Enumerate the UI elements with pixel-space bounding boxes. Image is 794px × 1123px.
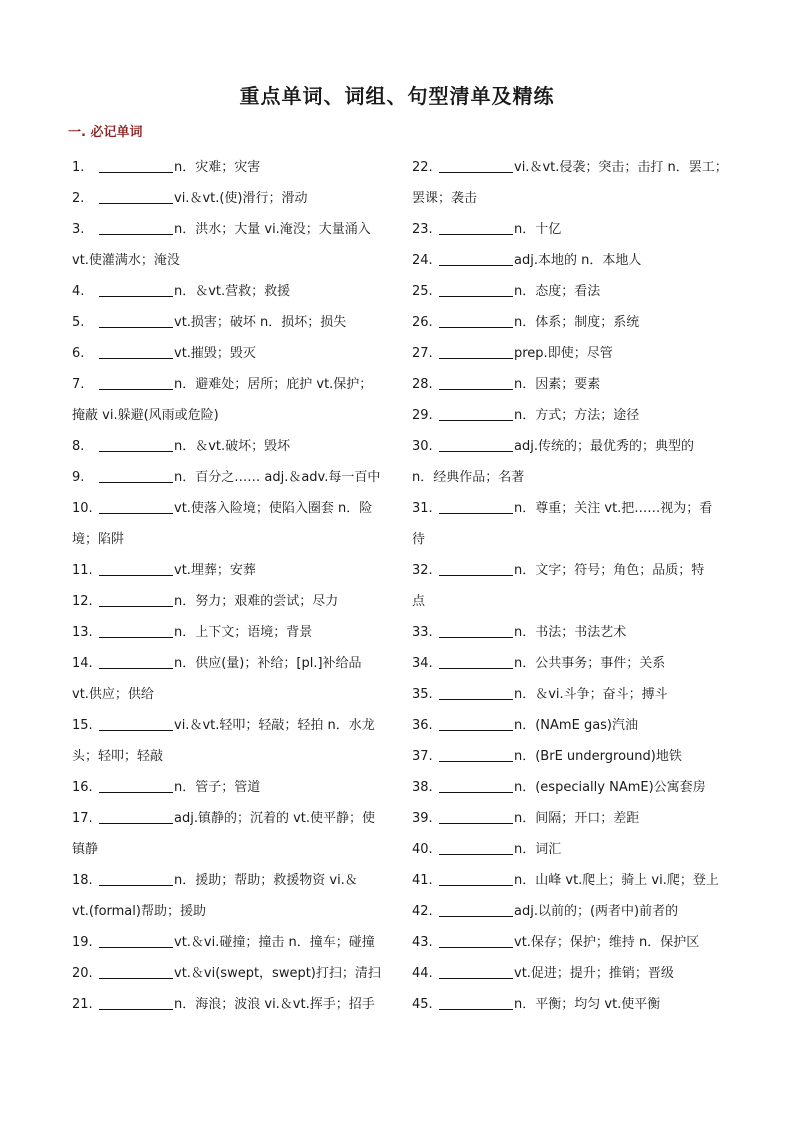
definition-text: adj.本地的 n．本地人 bbox=[514, 253, 642, 268]
vocab-item bbox=[412, 214, 728, 245]
item-definition bbox=[72, 958, 388, 989]
definition-text: n．态度；看法 bbox=[514, 284, 601, 299]
definition-continuation: 待 bbox=[412, 532, 426, 547]
answer-blank[interactable] bbox=[99, 779, 173, 793]
item-definition bbox=[412, 741, 728, 772]
definition-text: n．＆vi.斗争；奋斗；搏斗 bbox=[514, 687, 668, 702]
item-definition bbox=[412, 338, 728, 369]
item-definition bbox=[72, 307, 388, 338]
item-number: 6. bbox=[72, 346, 85, 361]
vocab-item bbox=[72, 989, 388, 1020]
item-definition bbox=[72, 927, 388, 958]
vocab-item bbox=[412, 555, 728, 617]
item-definition bbox=[72, 710, 388, 772]
item-definition bbox=[412, 834, 728, 865]
definition-text: n．间隔；开口；差距 bbox=[514, 811, 640, 826]
definition-text: vt.埋葬；安葬 bbox=[174, 563, 256, 578]
definition-text: vi.＆vt.轻叩；轻敲；轻拍 n．水龙 bbox=[174, 718, 375, 733]
item-definition bbox=[72, 338, 388, 369]
vocab-item bbox=[412, 803, 728, 834]
answer-blank[interactable] bbox=[439, 252, 513, 266]
item-number: 28. bbox=[412, 377, 433, 392]
item-definition bbox=[412, 369, 728, 400]
item-definition bbox=[412, 214, 728, 245]
word-list-left bbox=[72, 152, 388, 1020]
definition-text: adj.以前的；(两者中)前者的 bbox=[514, 904, 679, 919]
answer-blank[interactable] bbox=[439, 624, 513, 638]
answer-blank[interactable] bbox=[439, 283, 513, 297]
item-definition bbox=[72, 803, 388, 865]
answer-blank[interactable] bbox=[99, 345, 173, 359]
definition-text: n．公共事务；事件；关系 bbox=[514, 656, 666, 671]
definition-text: n．管子；管道 bbox=[174, 780, 261, 795]
vocab-item bbox=[412, 741, 728, 772]
item-number: 26. bbox=[412, 315, 433, 330]
vocab-item bbox=[72, 338, 388, 369]
definition-text: n．(especially NAmE)公寓套房 bbox=[514, 780, 706, 795]
vocab-item bbox=[412, 896, 728, 927]
item-definition bbox=[72, 586, 388, 617]
definition-text: vt.＆vi(swept，swept)打扫；清扫 bbox=[174, 966, 381, 981]
item-number: 27. bbox=[412, 346, 433, 361]
definition-text: n．供应(量)；补给；[pl.]补给品 bbox=[174, 656, 362, 671]
answer-blank[interactable] bbox=[439, 810, 513, 824]
vocab-item bbox=[72, 927, 388, 958]
vocab-item bbox=[412, 245, 728, 276]
definition-text: n．洪水；大量 vi.淹没；大量涌入 bbox=[174, 222, 371, 237]
answer-blank[interactable] bbox=[439, 314, 513, 328]
definition-text: adj.镇静的；沉着的 vt.使平静；使 bbox=[174, 811, 376, 826]
vocab-item bbox=[72, 803, 388, 865]
definition-continuation: n．经典作品；名著 bbox=[412, 470, 525, 485]
item-number: 1. bbox=[72, 160, 85, 175]
item-number: 25. bbox=[412, 284, 433, 299]
definition-text: n．援助；帮助；救援物资 vi.＆ bbox=[174, 873, 358, 888]
definition-text: n．(BrE underground)地铁 bbox=[514, 749, 682, 764]
answer-blank[interactable] bbox=[99, 934, 173, 948]
vocab-item bbox=[72, 214, 388, 276]
answer-blank[interactable] bbox=[99, 283, 173, 297]
answer-blank[interactable] bbox=[439, 996, 513, 1010]
vocab-item bbox=[72, 431, 388, 462]
item-number: 36. bbox=[412, 718, 433, 733]
answer-blank[interactable] bbox=[439, 655, 513, 669]
item-definition bbox=[412, 896, 728, 927]
item-definition bbox=[412, 989, 728, 1020]
item-definition bbox=[412, 865, 728, 896]
vocab-item bbox=[72, 276, 388, 307]
definition-text: vt.损害；破坏 n．损坏；损失 bbox=[174, 315, 347, 330]
vocab-item bbox=[72, 772, 388, 803]
item-definition bbox=[412, 648, 728, 679]
item-number: 39. bbox=[412, 811, 433, 826]
answer-blank[interactable] bbox=[99, 190, 173, 204]
item-number: 15. bbox=[72, 718, 93, 733]
item-definition bbox=[72, 462, 388, 493]
page-title: 重点单词、词组、句型清单及精练 bbox=[239, 84, 555, 108]
item-definition bbox=[72, 772, 388, 803]
vocab-item bbox=[72, 865, 388, 927]
item-number: 22. bbox=[412, 160, 433, 175]
vocab-item bbox=[412, 276, 728, 307]
item-number: 9. bbox=[72, 470, 85, 485]
definition-text: vt.使落入险境；使陷入圈套 n．险 bbox=[174, 501, 373, 516]
definition-continuation: vt.使灌满水；淹没 bbox=[72, 253, 180, 268]
definition-text: n．避难处；居所；庇护 vt.保护； bbox=[174, 377, 373, 392]
definition-text: vi.＆vt.侵袭；突击；击打 n．罢工； bbox=[514, 160, 728, 175]
item-number: 42. bbox=[412, 904, 433, 919]
answer-blank[interactable] bbox=[439, 872, 513, 886]
vocab-item bbox=[412, 152, 728, 214]
definition-continuation: vt.(formal)帮助；援助 bbox=[72, 904, 206, 919]
answer-blank[interactable] bbox=[99, 314, 173, 328]
answer-blank[interactable] bbox=[439, 965, 513, 979]
answer-blank[interactable] bbox=[439, 686, 513, 700]
vocab-item bbox=[412, 834, 728, 865]
item-definition bbox=[412, 772, 728, 803]
answer-blank[interactable] bbox=[99, 810, 173, 824]
definition-text: n．体系；制度；系统 bbox=[514, 315, 640, 330]
item-number: 33. bbox=[412, 625, 433, 640]
vocab-item bbox=[412, 958, 728, 989]
item-number: 10. bbox=[72, 501, 93, 516]
vocab-item bbox=[412, 369, 728, 400]
vocab-item bbox=[412, 493, 728, 555]
definition-text: n．平衡；均匀 vt.使平衡 bbox=[514, 997, 661, 1012]
item-definition bbox=[72, 431, 388, 462]
item-definition bbox=[412, 245, 728, 276]
item-definition bbox=[72, 276, 388, 307]
definition-text: n．海浪；波浪 vi.＆vt.挥手；招手 bbox=[174, 997, 375, 1012]
definition-text: n．上下文；语境；背景 bbox=[174, 625, 313, 640]
vocab-item bbox=[412, 648, 728, 679]
item-definition bbox=[412, 958, 728, 989]
definition-continuation: 镇静 bbox=[72, 842, 99, 857]
item-number: 40. bbox=[412, 842, 433, 857]
answer-blank[interactable] bbox=[99, 438, 173, 452]
item-definition bbox=[72, 493, 388, 555]
item-definition bbox=[412, 710, 728, 741]
item-number: 29. bbox=[412, 408, 433, 423]
definition-continuation: 头；轻叩；轻敲 bbox=[72, 749, 164, 764]
answer-blank[interactable] bbox=[439, 376, 513, 390]
item-definition bbox=[412, 276, 728, 307]
answer-blank[interactable] bbox=[439, 562, 513, 576]
definition-continuation: 境；陷阱 bbox=[72, 532, 125, 547]
definition-text: adj.传统的；最优秀的；典型的 bbox=[514, 439, 694, 454]
item-number: 18. bbox=[72, 873, 93, 888]
item-number: 38. bbox=[412, 780, 433, 795]
item-definition bbox=[72, 555, 388, 586]
definition-text: n．＆vt.营救；救援 bbox=[174, 284, 291, 299]
vocab-item bbox=[72, 555, 388, 586]
item-definition bbox=[412, 555, 728, 617]
item-definition bbox=[72, 865, 388, 927]
answer-blank[interactable] bbox=[99, 159, 173, 173]
item-number: 32. bbox=[412, 563, 433, 578]
vocab-item bbox=[72, 958, 388, 989]
item-definition bbox=[72, 369, 388, 431]
definition-text: vt.＆vi.碰撞；撞击 n．撞车；碰撞 bbox=[174, 935, 375, 950]
item-number: 35. bbox=[412, 687, 433, 702]
answer-blank[interactable] bbox=[99, 500, 173, 514]
item-definition bbox=[72, 152, 388, 183]
answer-blank[interactable] bbox=[99, 221, 173, 235]
item-definition bbox=[72, 214, 388, 276]
definition-continuation: 掩蔽 vi.躲避(风雨或危险) bbox=[72, 408, 219, 423]
definition-text: n．因素；要素 bbox=[514, 377, 601, 392]
answer-blank[interactable] bbox=[439, 407, 513, 421]
item-definition bbox=[72, 617, 388, 648]
definition-text: n．(NAmE gas)汽油 bbox=[514, 718, 639, 733]
item-definition bbox=[412, 617, 728, 648]
answer-blank[interactable] bbox=[439, 717, 513, 731]
vocab-item bbox=[72, 462, 388, 493]
item-definition bbox=[412, 431, 728, 493]
answer-blank[interactable] bbox=[99, 624, 173, 638]
item-number: 43. bbox=[412, 935, 433, 950]
definition-continuation: 罢课；袭击 bbox=[412, 191, 478, 206]
vocab-item bbox=[72, 586, 388, 617]
answer-blank[interactable] bbox=[439, 748, 513, 762]
item-number: 19. bbox=[72, 935, 93, 950]
vocab-item bbox=[412, 989, 728, 1020]
definition-text: n．努力；艰难的尝试；尽力 bbox=[174, 594, 339, 609]
item-definition bbox=[72, 648, 388, 710]
vocab-item bbox=[72, 152, 388, 183]
vocab-item bbox=[412, 338, 728, 369]
item-definition bbox=[72, 989, 388, 1020]
item-number: 13. bbox=[72, 625, 93, 640]
item-number: 8. bbox=[72, 439, 85, 454]
answer-blank[interactable] bbox=[99, 655, 173, 669]
item-number: 24. bbox=[412, 253, 433, 268]
item-number: 2. bbox=[72, 191, 85, 206]
definition-text: vt.促进；提升；推销；晋级 bbox=[514, 966, 674, 981]
vocab-item bbox=[412, 865, 728, 896]
vocab-item bbox=[412, 431, 728, 493]
definition-text: n．书法；书法艺术 bbox=[514, 625, 627, 640]
item-number: 34. bbox=[412, 656, 433, 671]
answer-blank[interactable] bbox=[439, 221, 513, 235]
vocab-item bbox=[72, 307, 388, 338]
answer-blank[interactable] bbox=[99, 872, 173, 886]
item-definition bbox=[412, 493, 728, 555]
definition-text: vi.＆vt.(使)滑行；滑动 bbox=[174, 191, 308, 206]
item-number: 7. bbox=[72, 377, 85, 392]
definition-text: n．文字；符号；角色；品质；特 bbox=[514, 563, 705, 578]
vocab-item bbox=[412, 927, 728, 958]
definition-text: n．灾难；灾害 bbox=[174, 160, 261, 175]
answer-blank[interactable] bbox=[439, 159, 513, 173]
answer-blank[interactable] bbox=[439, 934, 513, 948]
vocab-item bbox=[72, 493, 388, 555]
vocab-item bbox=[412, 710, 728, 741]
definition-text: n．十亿 bbox=[514, 222, 562, 237]
item-number: 17. bbox=[72, 811, 93, 826]
definition-text: n．方式；方法；途径 bbox=[514, 408, 640, 423]
vocab-item bbox=[72, 369, 388, 431]
answer-blank[interactable] bbox=[99, 996, 173, 1010]
vocab-item bbox=[412, 400, 728, 431]
item-definition bbox=[412, 679, 728, 710]
item-number: 44. bbox=[412, 966, 433, 981]
item-number: 41. bbox=[412, 873, 433, 888]
answer-blank[interactable] bbox=[99, 593, 173, 607]
answer-blank[interactable] bbox=[99, 562, 173, 576]
item-number: 16. bbox=[72, 780, 93, 795]
item-number: 3. bbox=[72, 222, 85, 237]
vocab-item bbox=[72, 648, 388, 710]
word-list-right bbox=[412, 152, 728, 1020]
item-definition bbox=[412, 307, 728, 338]
definition-text: n．百分之…… adj.＆adv.每一百中 bbox=[174, 470, 381, 485]
answer-blank[interactable] bbox=[439, 345, 513, 359]
item-number: 37. bbox=[412, 749, 433, 764]
definition-text: vt.保存；保护；维持 n．保护区 bbox=[514, 935, 700, 950]
item-number: 11. bbox=[72, 563, 93, 578]
item-definition bbox=[412, 927, 728, 958]
answer-blank[interactable] bbox=[99, 376, 173, 390]
item-definition bbox=[412, 400, 728, 431]
item-number: 5. bbox=[72, 315, 85, 330]
definition-text: n．山峰 vt.爬上；骑上 vi.爬；登上 bbox=[514, 873, 719, 888]
item-number: 23. bbox=[412, 222, 433, 237]
vocab-item bbox=[72, 617, 388, 648]
answer-blank[interactable] bbox=[439, 841, 513, 855]
definition-text: vt.摧毁；毁灭 bbox=[174, 346, 256, 361]
item-definition bbox=[412, 803, 728, 834]
answer-blank[interactable] bbox=[99, 469, 173, 483]
definition-text: prep.即使；尽管 bbox=[514, 346, 613, 361]
definition-continuation: 点 bbox=[412, 594, 426, 609]
item-number: 12. bbox=[72, 594, 93, 609]
item-number: 31. bbox=[412, 501, 433, 516]
answer-blank[interactable] bbox=[99, 717, 173, 731]
answer-blank[interactable] bbox=[99, 965, 173, 979]
answer-blank[interactable] bbox=[439, 779, 513, 793]
vocab-item bbox=[412, 617, 728, 648]
item-number: 45. bbox=[412, 997, 433, 1012]
vocab-item bbox=[72, 710, 388, 772]
item-number: 20. bbox=[72, 966, 93, 981]
item-definition bbox=[412, 152, 728, 214]
vocab-item bbox=[412, 679, 728, 710]
answer-blank[interactable] bbox=[439, 500, 513, 514]
section-heading: 一. 必记单词 bbox=[68, 125, 143, 140]
definition-continuation: vt.供应；供给 bbox=[72, 687, 154, 702]
answer-blank[interactable] bbox=[439, 438, 513, 452]
item-number: 4. bbox=[72, 284, 85, 299]
vocab-item bbox=[412, 772, 728, 803]
vocab-item bbox=[72, 183, 388, 214]
item-number: 21. bbox=[72, 997, 93, 1012]
definition-text: n．词汇 bbox=[514, 842, 562, 857]
definition-text: n．尊重；关注 vt.把……视为；看 bbox=[514, 501, 713, 516]
item-number: 14. bbox=[72, 656, 93, 671]
definition-text: n．＆vt.破坏；毁坏 bbox=[174, 439, 291, 454]
item-number: 30. bbox=[412, 439, 433, 454]
item-definition bbox=[72, 183, 388, 214]
vocab-item bbox=[412, 307, 728, 338]
answer-blank[interactable] bbox=[439, 903, 513, 917]
